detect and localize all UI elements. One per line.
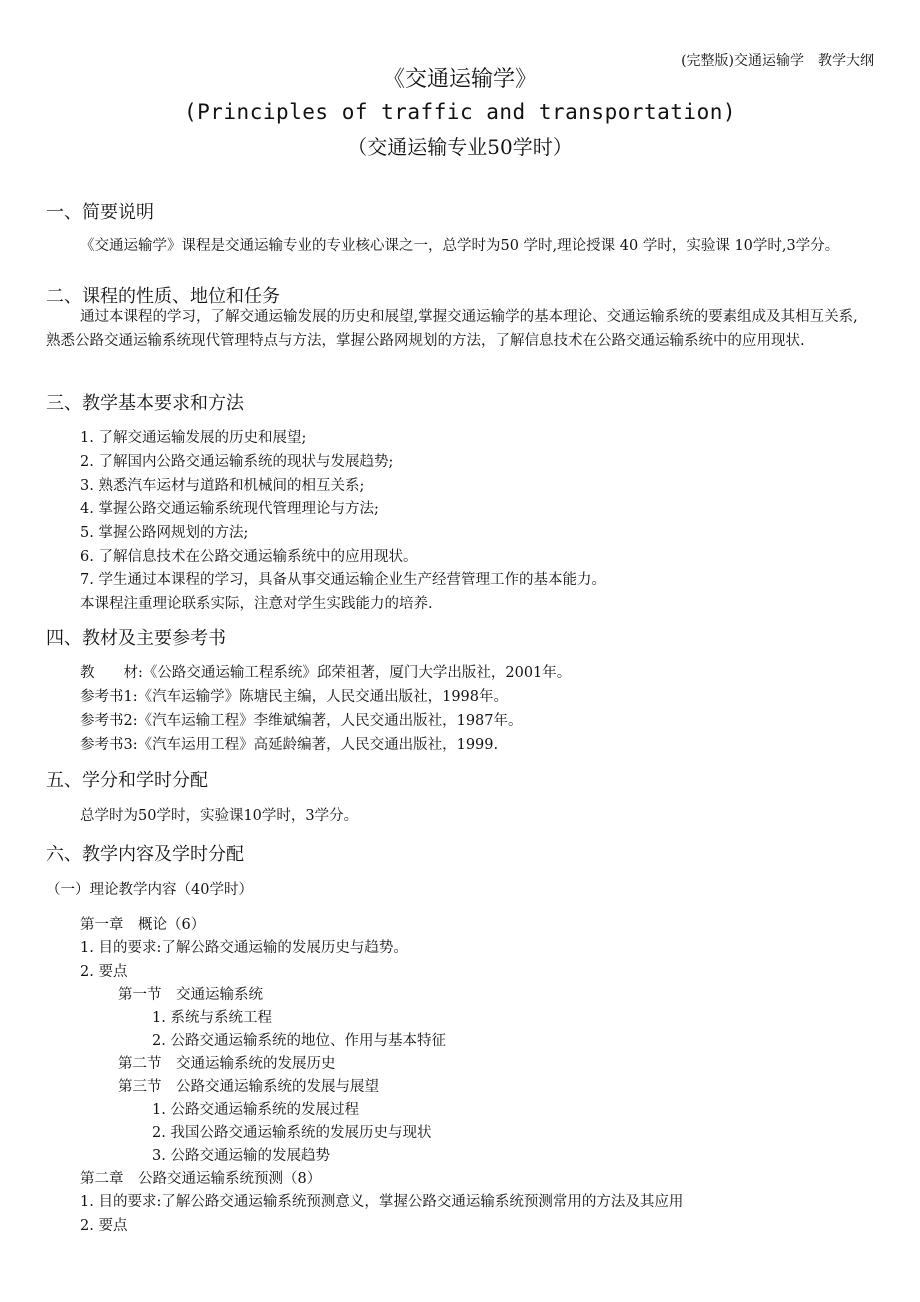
requirement-item: 6. 了解信息技术在公路交通运输系统中的应用现状。 — [80, 549, 418, 565]
chapter-2-title: 第二章 公路交通运输系统预测（8） — [80, 1171, 322, 1187]
reference-entry: 参考书1:《汽车运输学》陈塘民主编，人民交通出版社，1998年。 — [80, 689, 509, 705]
chapter-1-requirement: 1. 目的要求:了解公路交通运输的发展历史与趋势。 — [80, 940, 408, 956]
chapter-1-section-3: 第三节 公路交通运输系统的发展与展望 — [118, 1079, 379, 1095]
section-1-heading: 一、简要说明 — [46, 202, 154, 223]
chapter-1-section-2: 第二节 交通运输系统的发展历史 — [118, 1056, 336, 1072]
section-1-paragraph: 《交通运输学》课程是交通运输专业的专业核心课之一，总学时为50 学时,理论授课 40 学时，实验课 10学时,3学分。 — [80, 238, 840, 254]
requirement-item: 5. 掌握公路网规划的方法; — [80, 525, 249, 541]
section-2-paragraph: 通过本课程的学习，了解交通运输发展的历史和展望,掌握交通运输学的基本理论、交通运输系统的要素组成及其相互关系,熟悉公路交通运输系统现代管理特点与方法，掌握公路网规划的方法，了解信息技术在公路交通运输系统中的应用现状. — [46, 309, 858, 349]
chapter-1-title: 第一章 概论（6） — [80, 917, 206, 933]
section-item: 2. 我国公路交通运输系统的发展历史与现状 — [152, 1125, 432, 1141]
section-3-heading: 三、教学基本要求和方法 — [46, 393, 244, 414]
section-2-heading: 二、课程的性质、地位和任务 — [46, 286, 280, 307]
requirement-note: 本课程注重理论联系实际，注意对学生实践能力的培养. — [80, 596, 433, 612]
doc-title: 《交通运输学》 — [382, 67, 537, 92]
section-5-heading: 五、学分和学时分配 — [46, 770, 208, 791]
requirement-item: 7. 学生通过本课程的学习，具备从事交通运输企业生产经营管理工作的基本能力。 — [80, 572, 606, 588]
requirement-item: 1. 了解交通运输发展的历史和展望; — [80, 430, 307, 446]
doc-subtitle-chinese: （交通运输专业50学时） — [347, 135, 573, 159]
section-5-paragraph: 总学时为50学时，实验课10学时，3学分。 — [80, 808, 359, 824]
reference-entry: 参考书3:《汽车运用工程》高延龄编著，人民交通出版社，1999. — [80, 737, 499, 753]
textbook-entry: 教 材:《公路交通运输工程系统》邱荣祖著，厦门大学出版社，2001年。 — [80, 665, 572, 681]
section-6-heading: 六、教学内容及学时分配 — [46, 844, 244, 865]
chapter-1-section-1: 第一节 交通运输系统 — [118, 987, 263, 1003]
doc-subtitle-english: (Principles of traffic and transportation) — [183, 100, 736, 124]
chapter-1-points: 2. 要点 — [80, 964, 128, 980]
section-item: 3. 公路交通运输的发展趋势 — [152, 1148, 330, 1164]
section-item: 1. 公路交通运输系统的发展过程 — [152, 1102, 359, 1118]
reference-entry: 参考书2:《汽车运输工程》李维斌编著，人民交通出版社，1987年。 — [80, 713, 523, 729]
section-item: 2. 公路交通运输系统的地位、作用与基本特征 — [152, 1033, 446, 1049]
requirement-item: 4. 掌握公路交通运输系统现代管理理论与方法; — [80, 501, 379, 517]
page-header: (完整版)交通运输学 教学大纲 — [681, 53, 874, 69]
section-4-heading: 四、教材及主要参考书 — [46, 628, 226, 649]
section-item: 1. 系统与系统工程 — [152, 1010, 272, 1026]
requirement-item: 3. 熟悉汽车运材与道路和机械间的相互关系; — [80, 478, 365, 494]
chapter-2-points: 2. 要点 — [80, 1218, 128, 1234]
chapter-2-requirement: 1. 目的要求:了解公路交通运输系统预测意义，掌握公路交通运输系统预测常用的方法及其应用 — [80, 1194, 684, 1210]
subsection-heading: （一）理论教学内容（40学时） — [46, 882, 253, 898]
requirement-item: 2. 了解国内公路交通运输系统的现状与发展趋势; — [80, 454, 394, 470]
